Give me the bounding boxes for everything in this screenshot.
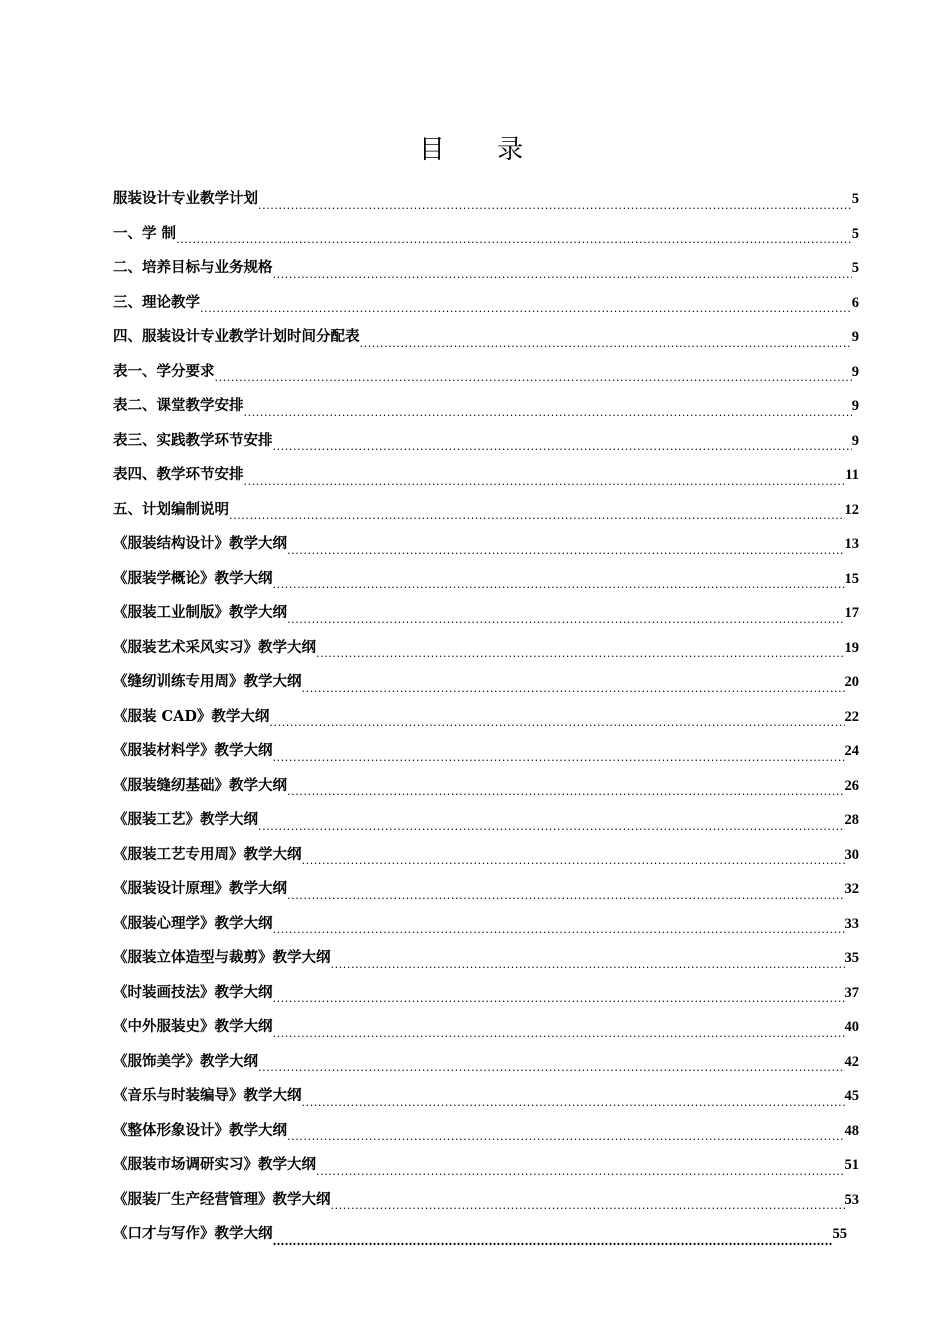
- toc-entry-label: 《服装心理学》教学大纲: [113, 914, 273, 932]
- toc-dot-leader: [287, 769, 845, 804]
- toc-dot-leader: [302, 838, 845, 873]
- toc-dot-leader: [258, 1045, 845, 1080]
- toc-entry[interactable]: [113, 596, 859, 631]
- toc-entry[interactable]: [113, 631, 859, 666]
- toc-entry-label: 《服装缝纫基础》教学大纲: [113, 776, 287, 794]
- toc-dot-leader: [273, 1010, 845, 1045]
- toc-entry[interactable]: [113, 355, 859, 390]
- toc-entry-label: 服装设计专业教学计划: [113, 190, 258, 207]
- toc-entry[interactable]: [113, 803, 859, 838]
- toc-entry[interactable]: [113, 769, 859, 804]
- toc-entry-label: 《音乐与时装编导》教学大纲: [113, 1087, 302, 1104]
- toc-entry-label: 《服装工艺专用周》教学大纲: [113, 845, 302, 863]
- toc-dot-leader: [258, 803, 845, 838]
- toc-entry-label: 表三、实践教学环节安排: [113, 431, 273, 449]
- toc-dot-leader: [273, 251, 852, 286]
- toc-entry-label: 一、学 制: [113, 224, 177, 242]
- toc-entry-label: 表四、教学环节安排: [113, 466, 244, 483]
- toc-entry-label: 《整体形象设计》教学大纲: [113, 1121, 287, 1139]
- toc-entry-label: 《服装厂生产经营管理》教学大纲: [113, 1190, 331, 1208]
- toc-entry-label: 《中外服装史》教学大纲: [113, 1018, 273, 1035]
- toc-entry[interactable]: [113, 458, 859, 493]
- toc-entry-label: 《服装 CAD》教学大纲: [113, 707, 270, 725]
- toc-entry[interactable]: [113, 976, 859, 1011]
- toc-entry[interactable]: [113, 1148, 859, 1183]
- toc-dot-leader: [269, 700, 844, 735]
- toc-entry-page: 11: [845, 467, 859, 483]
- toc-entry-label: 《服装学概论》教学大纲: [113, 569, 273, 587]
- toc-dot-leader: [258, 182, 852, 217]
- toc-dot-leader: [176, 217, 852, 252]
- toc-entry-page: 51: [844, 1157, 859, 1173]
- toc-entry[interactable]: [113, 734, 859, 769]
- toc-entry-page: 5: [851, 225, 859, 242]
- toc-entry-page: 40: [844, 1019, 859, 1035]
- toc-entry[interactable]: [113, 217, 859, 252]
- toc-entry[interactable]: [113, 907, 859, 942]
- toc-entry-page: 32: [844, 881, 859, 897]
- toc-entry[interactable]: [113, 182, 859, 217]
- toc-entry-page: 20: [844, 674, 859, 690]
- toc-entry-label: 《服装艺术采风实习》教学大纲: [113, 638, 316, 656]
- toc-title: 目 录: [418, 135, 546, 165]
- toc-entry-page: 55: [832, 1226, 847, 1242]
- toc-entry-label: 《服装工艺》教学大纲: [113, 811, 258, 828]
- toc-entry-page: 17: [844, 605, 859, 621]
- toc-entry-label: 《口才与写作》教学大纲: [113, 1225, 273, 1242]
- toc-dot-leader: [229, 493, 845, 528]
- toc-entry-page: 26: [844, 777, 859, 794]
- toc-dot-leader: [273, 907, 845, 942]
- toc-entry-label: 表一、学分要求: [113, 362, 215, 380]
- toc-dot-leader: [273, 424, 852, 459]
- toc-entry-label: 《服装立体造型与裁剪》教学大纲: [113, 949, 331, 966]
- toc-entry[interactable]: [113, 251, 859, 286]
- toc-entry[interactable]: [113, 424, 859, 459]
- toc-entry-page: 35: [844, 950, 859, 966]
- toc-dot-leader: [273, 1217, 833, 1252]
- toc-entry-page: 22: [844, 708, 859, 725]
- toc-entry-label: 《服装市场调研实习》教学大纲: [113, 1156, 316, 1173]
- toc-entry[interactable]: [113, 562, 859, 597]
- toc-entry-label: 二、培养目标与业务规格: [113, 259, 273, 276]
- toc-entry-page: 48: [844, 1122, 859, 1139]
- toc-entry[interactable]: [113, 1217, 847, 1252]
- toc-entry[interactable]: [113, 941, 859, 976]
- toc-entry-label: 《服装设计原理》教学大纲: [113, 880, 287, 897]
- toc-entry-page: 24: [844, 743, 859, 759]
- toc-entry-page: 5: [851, 191, 859, 207]
- toc-dot-leader: [302, 665, 845, 700]
- toc-dot-leader: [287, 596, 845, 631]
- toc-entry-page: 5: [851, 260, 859, 276]
- toc-entry[interactable]: [113, 1114, 859, 1149]
- toc-entry[interactable]: [113, 1045, 859, 1080]
- toc-dot-leader: [215, 355, 852, 390]
- toc-entry-page: 28: [844, 812, 859, 828]
- toc-entry-label: 五、计划编制说明: [113, 500, 229, 518]
- toc-entry-page: 9: [851, 432, 859, 449]
- toc-entry-page: 33: [844, 915, 859, 932]
- toc-entry-page: 45: [844, 1088, 859, 1104]
- toc-dot-leader: [331, 1183, 845, 1218]
- toc-entry-page: 13: [844, 536, 859, 552]
- toc-dot-leader: [302, 1079, 845, 1114]
- toc-dot-leader: [287, 1114, 845, 1149]
- toc-entry-page: 9: [851, 363, 859, 380]
- toc-dot-leader: [316, 631, 845, 666]
- toc-entry-label: 《时装画技法》教学大纲: [113, 983, 273, 1001]
- toc-entry-label: 四、服装设计专业教学计划时间分配表: [113, 328, 360, 345]
- toc-entry[interactable]: [113, 872, 859, 907]
- toc-dot-leader: [287, 527, 845, 562]
- toc-entry-label: 《服饰美学》教学大纲: [113, 1052, 258, 1070]
- toc-entry-page: 37: [844, 984, 859, 1001]
- toc-entry[interactable]: [113, 286, 859, 321]
- toc-entry-page: 9: [851, 329, 859, 345]
- toc-entry[interactable]: [113, 320, 859, 355]
- toc-dot-leader: [287, 872, 845, 907]
- toc-entry-label: 《服装材料学》教学大纲: [113, 742, 273, 759]
- toc-entry[interactable]: [113, 1010, 859, 1045]
- toc-dot-leader: [200, 286, 852, 321]
- toc-entry-page: 30: [844, 846, 859, 863]
- toc-dot-leader: [273, 734, 845, 769]
- toc-entry-label: 表二、课堂教学安排: [113, 397, 244, 414]
- toc-entry-label: 《服装工业制版》教学大纲: [113, 604, 287, 621]
- toc-entry[interactable]: [113, 838, 859, 873]
- toc-dot-leader: [244, 389, 852, 424]
- toc-entry[interactable]: [113, 389, 859, 424]
- toc-entry-page: 9: [851, 398, 859, 414]
- toc-entry-page: 42: [844, 1053, 859, 1070]
- toc-dot-leader: [360, 320, 852, 355]
- toc-entry-page: 12: [844, 501, 859, 518]
- toc-entry[interactable]: [113, 665, 859, 700]
- toc-dot-leader: [273, 562, 845, 597]
- table-of-contents: [113, 182, 859, 1252]
- toc-entry-page: 15: [844, 570, 859, 587]
- toc-entry[interactable]: [113, 1183, 859, 1218]
- toc-entry[interactable]: [113, 493, 859, 528]
- toc-entry[interactable]: [113, 1079, 859, 1114]
- toc-entry[interactable]: [113, 700, 859, 735]
- toc-entry-page: 53: [844, 1191, 859, 1208]
- toc-dot-leader: [273, 976, 845, 1011]
- toc-entry-page: 19: [844, 639, 859, 656]
- toc-entry-page: 6: [851, 294, 859, 311]
- toc-dot-leader: [244, 458, 846, 493]
- toc-dot-leader: [316, 1148, 845, 1183]
- toc-entry-label: 《服装结构设计》教学大纲: [113, 535, 287, 552]
- toc-entry-label: 《缝纫训练专用周》教学大纲: [113, 673, 302, 690]
- toc-dot-leader: [331, 941, 845, 976]
- toc-entry[interactable]: [113, 527, 859, 562]
- toc-entry-label: 三、理论教学: [113, 293, 200, 311]
